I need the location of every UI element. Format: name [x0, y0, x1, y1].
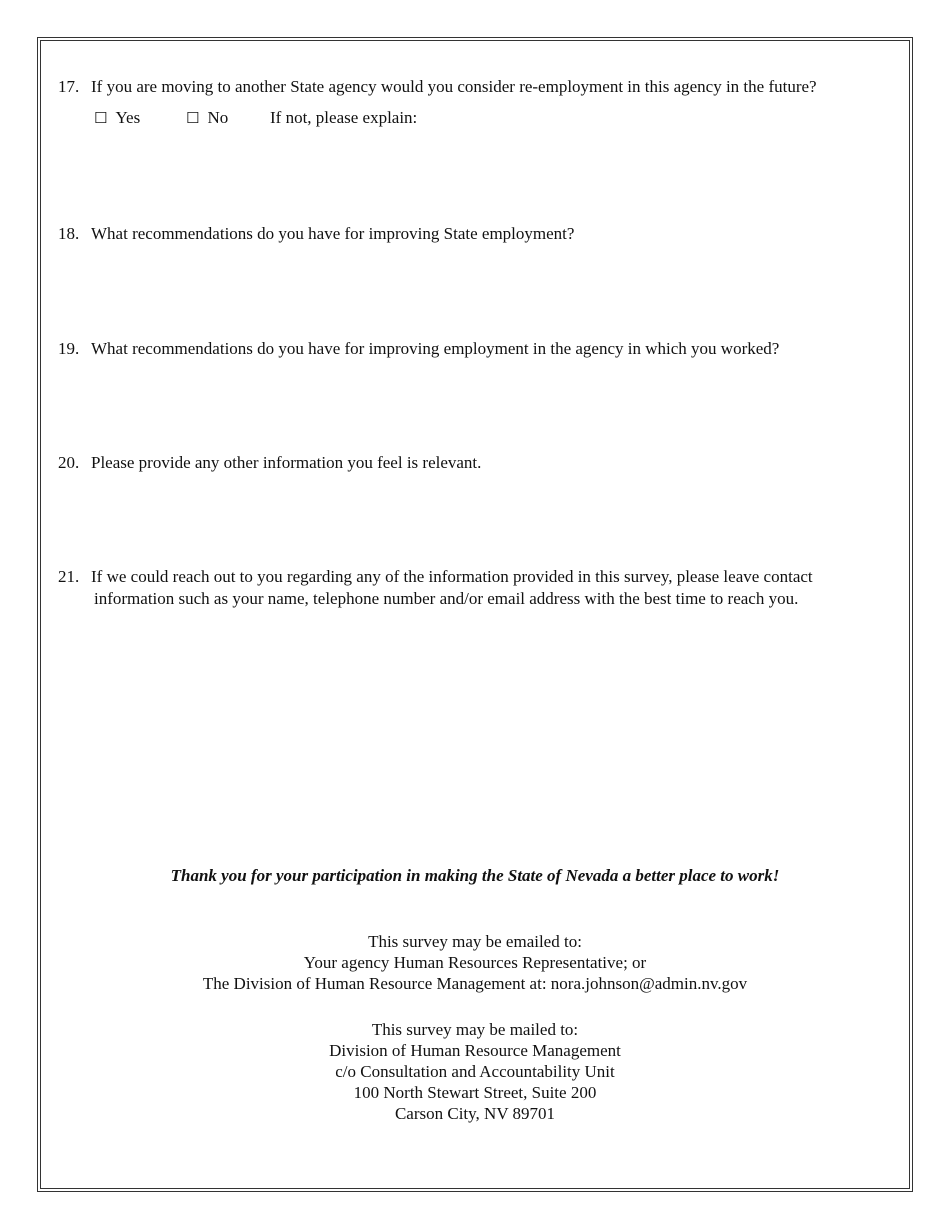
question-18-text: What recommendations do you have for improving State employment? [91, 224, 575, 243]
mail-intro: This survey may be mailed to: [371, 1020, 579, 1039]
question-19-number: 19. [58, 339, 80, 358]
mail-instructions [0, 1019, 950, 1124]
page-border-inner [40, 40, 910, 1189]
checkbox-icon[interactable]: ☐ [186, 109, 200, 127]
email-recipient-division: The Division of Human Resource Management at: nora.johnson@admin.nv.gov [202, 974, 748, 993]
question-17-text: If you are moving to another State agency would you consider re-employment in this agency in the future? [91, 77, 817, 96]
checkbox-icon[interactable]: ☐ [94, 109, 108, 127]
mail-address-line2: c/o Consultation and Accountability Unit [335, 1062, 615, 1081]
question-20-text: Please provide any other information you feel is relevant. [91, 453, 482, 472]
no-option[interactable] [186, 107, 228, 129]
no-label: No [207, 108, 229, 127]
email-instructions [0, 931, 950, 994]
explain-prompt: If not, please explain: [270, 108, 418, 127]
question-17-number: 17. [58, 77, 80, 96]
email-intro: This survey may be emailed to: [368, 932, 582, 951]
yes-option[interactable] [94, 107, 140, 129]
mail-address-line3: 100 North Stewart Street, Suite 200 [353, 1083, 597, 1102]
email-recipient-agency: Your agency Human Resources Representative; or [303, 953, 647, 972]
question-19-text: What recommendations do you have for improving employment in the agency in which you worked? [91, 339, 780, 358]
mail-address-line1: Division of Human Resource Management [329, 1041, 621, 1060]
question-18-number: 18. [58, 224, 80, 243]
thank-you-message: Thank you for your participation in making the State of Nevada a better place to work! [170, 866, 780, 885]
question-21-number: 21. [58, 567, 80, 586]
question-20-number: 20. [58, 453, 80, 472]
question-21-text-line1: If we could reach out to you regarding any of the information provided in this survey, please leave contact [91, 567, 813, 586]
question-21-text-line2: information such as your name, telephone number and/or email address with the best time to reach you. [94, 589, 799, 608]
yes-label: Yes [115, 108, 141, 127]
mail-address-line4: Carson City, NV 89701 [394, 1104, 556, 1123]
